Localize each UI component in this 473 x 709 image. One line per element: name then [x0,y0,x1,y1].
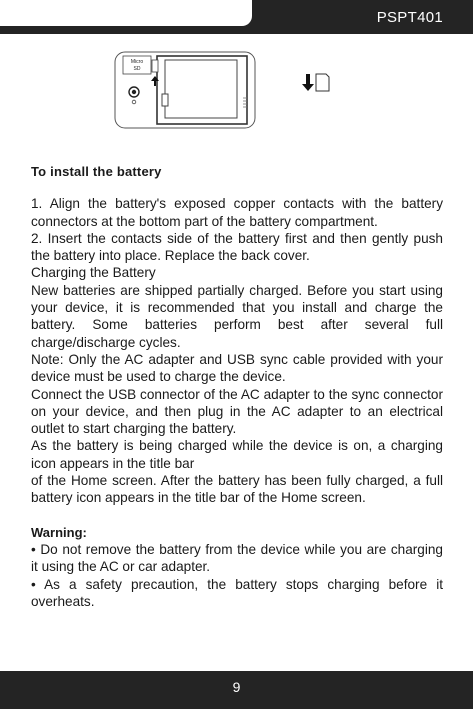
micro-sd-label-line1: Micro [130,59,144,65]
paragraph: Note: Only the AC adapter and USB sync cable provided with your device must be used to charge the device. [31,351,443,385]
model-name: PSPT401 [376,9,443,26]
main-content [31,160,443,610]
battery-tab [162,94,168,106]
micro-sd-card [152,60,158,72]
paragraph: 1. Align the battery's exposed copper contacts with the battery connectors at the bottom part of the battery compartment. [31,196,443,229]
flash-dot [132,100,136,104]
up-arrow-icon [151,76,159,86]
warning-item: • As a safety precaution, the battery stops charging before it overheats. [31,576,443,609]
paragraph: New batteries are shipped partially charged. Before you start using your device, it is recommended that you install and charge the battery. Some batteries perform best after several full charge/discharge cycles. [31,282,443,350]
warning-item: • Do not remove the battery from the device while you are charging it using the AC or car adapter. [31,541,443,575]
header-tab [0,0,252,26]
battery-installation-illustration [110,50,350,132]
page-footer [0,671,473,709]
sd-card-icon [316,74,329,91]
micro-sd-label-line2: SD [133,66,141,72]
page-header [0,0,473,34]
battery-compartment [157,56,247,124]
paragraph: of the Home screen. After the battery has been fully charged, a full battery icon appears in the title bar of the Home screen. [31,473,443,506]
paragraph: 2. Insert the contacts side of the battery first and then gently push the battery into place. Replace the back cover. [31,230,443,264]
down-arrow-icon [302,74,314,91]
paragraph: Charging the Battery [31,265,156,281]
warning-title: Warning: [31,524,87,540]
paragraph: Connect the USB connector of the AC adapter to the sync connector on your device, and then plug in the AC adapter to an electrical outlet to start charging the battery. [31,386,443,437]
paragraph: As the battery is being charged while the device is on, a charging icon appears in the title bar [31,438,443,471]
section-title: To install the battery [31,164,162,179]
battery [165,60,237,118]
page-number: 9 [232,679,241,695]
